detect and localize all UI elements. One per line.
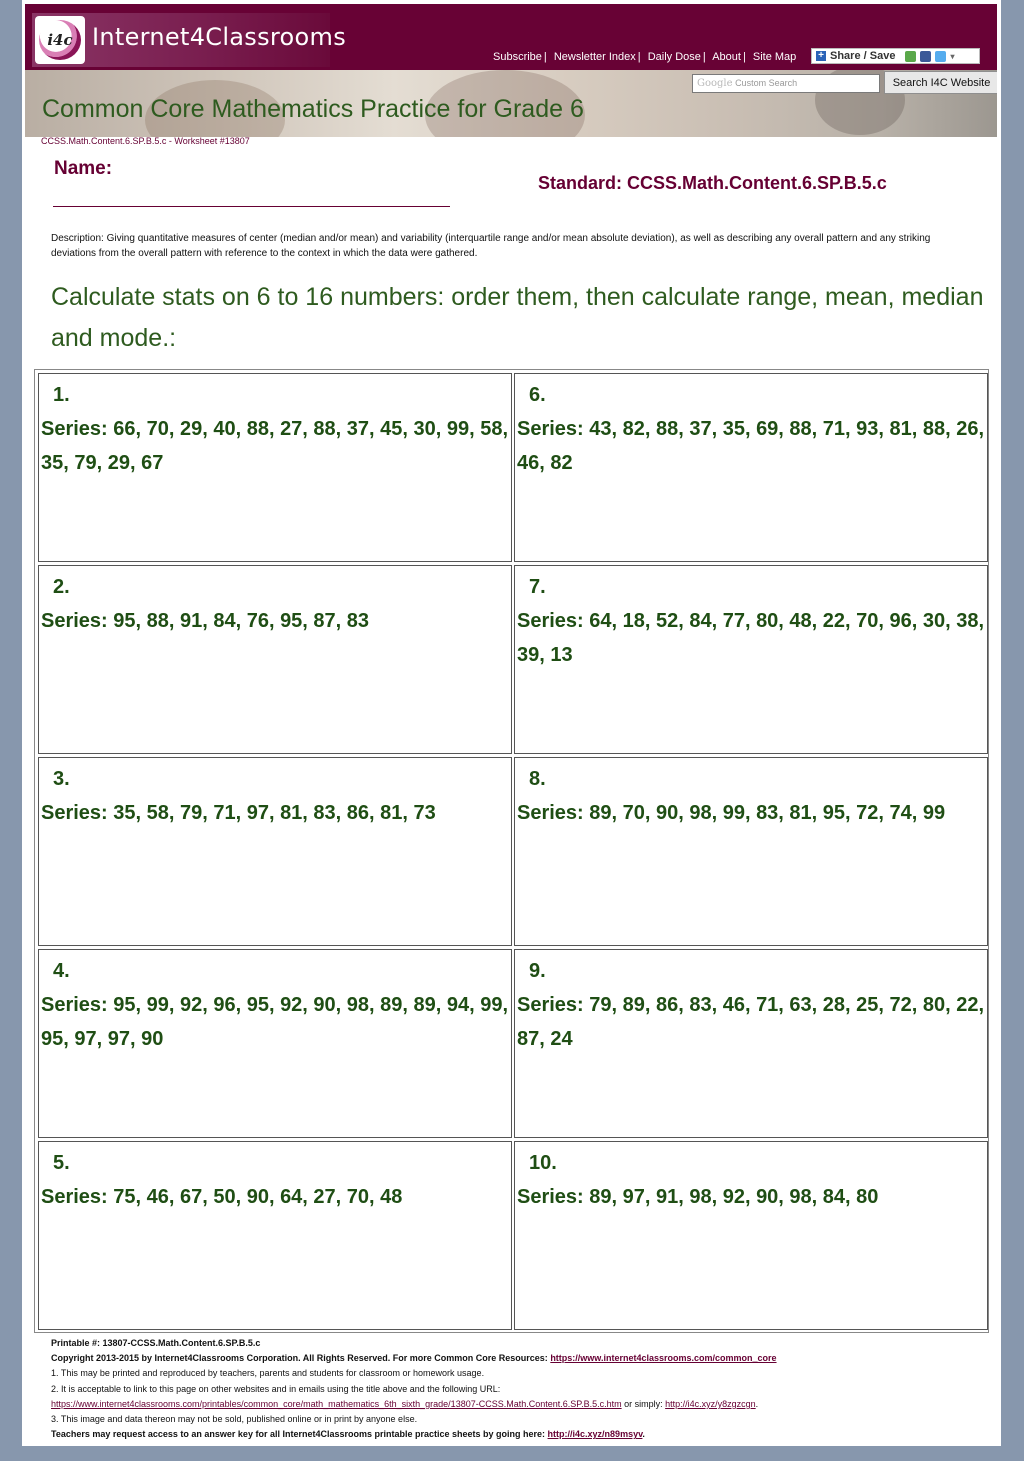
problem-series: Series: 79, 89, 86, 83, 46, 71, 63, 28, 25, 72, 80, 22, 87, 24 — [517, 994, 985, 1050]
chevron-down-icon: ▾ — [950, 51, 955, 61]
problem-number: 8. — [529, 768, 546, 790]
share-plus-icon: + — [816, 51, 826, 61]
problem-cell — [514, 565, 988, 754]
twitter-icon — [935, 51, 946, 62]
worksheet-page — [22, 0, 1001, 1446]
problem-series: Series: 64, 18, 52, 84, 77, 80, 48, 22, 70, 96, 30, 38, 39, 13 — [517, 610, 985, 666]
top-nav: Subscribe | Newsletter Index | Daily Dose | About | Site Map — [493, 51, 797, 63]
problem-cell — [514, 757, 988, 946]
url-separator: or simply: — [621, 1398, 666, 1409]
problem-number: 5. — [53, 1152, 70, 1174]
problem-series: Series: 43, 82, 88, 37, 35, 69, 88, 71, 93, 81, 88, 26, 46, 82 — [517, 418, 985, 474]
problem-series: Series: 89, 97, 91, 98, 92, 90, 98, 84, 80 — [517, 1186, 879, 1208]
facebook-icon — [920, 51, 931, 62]
problem-number: 3. — [53, 768, 70, 790]
problem-number: 4. — [53, 960, 70, 982]
problem-number: 1. — [53, 384, 70, 406]
search-input[interactable] — [692, 74, 880, 93]
site-header — [25, 4, 997, 70]
common-core-link[interactable]: https://www.internet4classrooms.com/common_core — [550, 1353, 777, 1364]
share-service-icon — [905, 51, 916, 62]
problem-cell — [514, 949, 988, 1138]
nav-subscribe[interactable]: Subscribe — [493, 51, 542, 63]
answer-key-link[interactable]: http://i4c.xyz/n89msyv — [547, 1429, 643, 1440]
logo-mark-text: i4c — [47, 31, 73, 49]
short-url-link[interactable]: http://i4c.xyz/y8zgzcgn — [665, 1398, 756, 1409]
standard-description: Description: Giving quantitative measures of center (median and/or mean) and variability (interquartile range and/or mean absolute deviation), as well as describing any overall pattern and any striking deviations from the overall pattern with reference to the context in which the data were gathered. — [51, 233, 931, 259]
problem-cell — [514, 1141, 988, 1330]
nav-newsletter-index[interactable]: Newsletter Index — [553, 51, 636, 63]
worksheet-url-link[interactable]: https://www.internet4classrooms.com/printables/common_core/math_mathematics_6th_sixth_grade/13807-CCSS.Math.Content.6.SP.B.5.c.htm — [51, 1398, 622, 1409]
problem-number: 7. — [529, 576, 546, 598]
answer-key-text: Teachers may request access to an answer key for all Internet4Classrooms printable practice sheets by going here: — [51, 1429, 546, 1440]
footer-note-1: 1. This may be printed and reproduced by teachers, parents and students for classroom or homework usage. — [51, 1368, 485, 1379]
problem-cell — [38, 757, 512, 946]
problem-number: 9. — [529, 960, 546, 982]
problem-series: Series: 89, 70, 90, 98, 99, 83, 81, 95, 72, 74, 99 — [517, 802, 946, 824]
share-save-button[interactable] — [811, 48, 980, 64]
problem-series: Series: 95, 99, 92, 96, 95, 92, 90, 98, 89, 89, 94, 99, 95, 97, 97, 90 — [41, 994, 509, 1050]
printable-number: Printable #: 13807-CCSS.Math.Content.6.SP.B.5.c — [51, 1338, 261, 1348]
breadcrumb: CCSS.Math.Content.6.SP.B.5.c - Worksheet #13807 — [41, 136, 250, 146]
nav-about[interactable]: About — [712, 51, 741, 63]
footer-url-line: https://www.internet4classrooms.com/printables/common_core/math_mathematics_6th_sixth_grade/13807-CCSS.Math.Content.6.SP.B.5.c.htm or simply: http://i4c.xyz/y8zgzcgn. — [51, 1398, 759, 1409]
search-brand: Google — [697, 78, 733, 89]
problem-cell — [38, 565, 512, 754]
search-placeholder: Custom Search — [735, 78, 798, 88]
problem-cell — [38, 373, 512, 562]
header-banner — [25, 70, 997, 137]
footer-note-2: 2. It is acceptable to link to this page on other websites and in emails using the title above and the following URL: — [51, 1383, 501, 1394]
problem-cell — [38, 949, 512, 1138]
problem-cell — [38, 1141, 512, 1330]
nav-site-map[interactable]: Site Map — [752, 51, 797, 63]
site-logo[interactable] — [32, 13, 346, 67]
copyright — [51, 1351, 986, 1366]
problem-grid — [34, 369, 989, 1333]
problem-number: 6. — [529, 384, 546, 406]
name-label: Name: — [54, 158, 113, 179]
page-title: Common Core Mathematics Practice for Grade 6 — [42, 95, 584, 123]
problem-number: 10. — [529, 1152, 557, 1174]
instructions: Calculate stats on 6 to 16 numbers: order them, then calculate range, mean, median and mode.: — [51, 283, 984, 352]
logo-icon — [35, 16, 85, 64]
problem-series: Series: 66, 70, 29, 40, 88, 27, 88, 37, 45, 30, 99, 58, 35, 79, 29, 67 — [41, 418, 509, 474]
problem-series: Series: 35, 58, 79, 71, 97, 81, 83, 86, 81, 73 — [41, 802, 436, 824]
problem-cell — [514, 373, 988, 562]
search-button[interactable]: Search I4C Website — [884, 71, 997, 94]
problem-number: 2. — [53, 576, 70, 598]
problem-series: Series: 95, 88, 91, 84, 76, 95, 87, 83 — [41, 610, 370, 632]
logo-text: Internet4Classrooms — [92, 23, 346, 51]
problem-series: Series: 75, 46, 67, 50, 90, 64, 27, 70, 48 — [41, 1186, 403, 1208]
footer-note-3: 3. This image and data thereon may not be sold, published online or in print by anyone else. — [51, 1414, 418, 1425]
share-label: Share / Save — [830, 50, 896, 62]
nav-daily-dose[interactable]: Daily Dose — [647, 51, 701, 63]
footer — [51, 1336, 986, 1442]
name-line — [53, 206, 450, 207]
standard-label: Standard: CCSS.Math.Content.6.SP.B.5.c — [538, 173, 887, 193]
answer-key-note: Teachers may request access to an answer key for all Internet4Classrooms printable practice sheets by going here: http://i4c.xyz/n89msyv. — [51, 1429, 645, 1440]
copyright-text: Copyright 2013-2015 by Internet4Classrooms Corporation. All Rights Reserved. For more Common Core Resources: — [51, 1353, 548, 1364]
